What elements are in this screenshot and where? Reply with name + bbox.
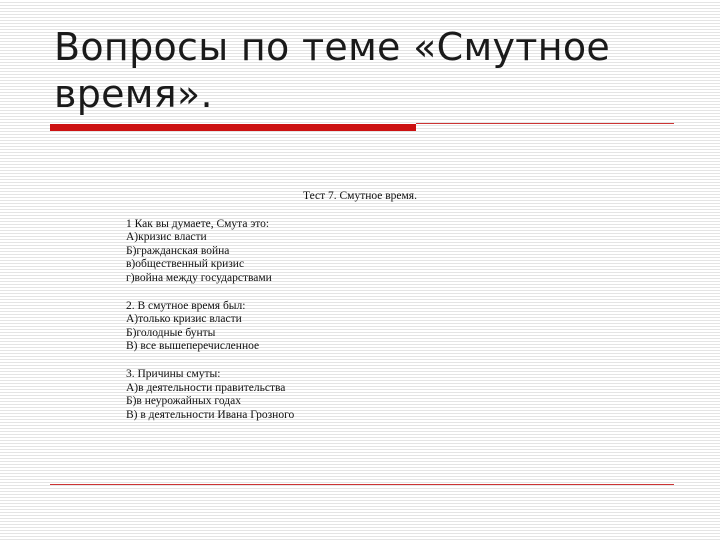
question-1 xyxy=(126,218,540,286)
question-text: 1 Как вы думаете, Смута это: xyxy=(126,217,270,230)
question-2 xyxy=(126,300,540,354)
answer-option: Б)гражданская война xyxy=(126,244,230,257)
test-document xyxy=(120,190,540,436)
title-accent-bar xyxy=(50,124,416,131)
answer-option: г)война между государствами xyxy=(126,271,272,284)
slide-title: Вопросы по теме «Смутное время». xyxy=(54,25,611,116)
question-3 xyxy=(126,368,540,422)
document-title: Тест 7. Смутное время. xyxy=(303,190,417,202)
question-text: 3. Причины смуты: xyxy=(126,367,221,380)
answer-option: Б)голодные бунты xyxy=(126,326,216,339)
answer-option: А)кризис власти xyxy=(126,231,207,244)
answer-option: А)только кризис власти xyxy=(126,313,242,326)
title-accent-line xyxy=(416,123,674,124)
answer-option: А)в деятельности правительства xyxy=(126,381,286,394)
answer-option: в)общественный кризис xyxy=(126,258,245,271)
answer-option: Б)в неурожайных годах xyxy=(126,395,241,408)
footer-divider xyxy=(50,484,674,485)
answer-option: В) все вышеперечисленное xyxy=(126,340,260,353)
question-text: 2. В смутное время был: xyxy=(126,299,246,312)
answer-option: В) в деятельности Ивана Грозного xyxy=(126,408,295,421)
